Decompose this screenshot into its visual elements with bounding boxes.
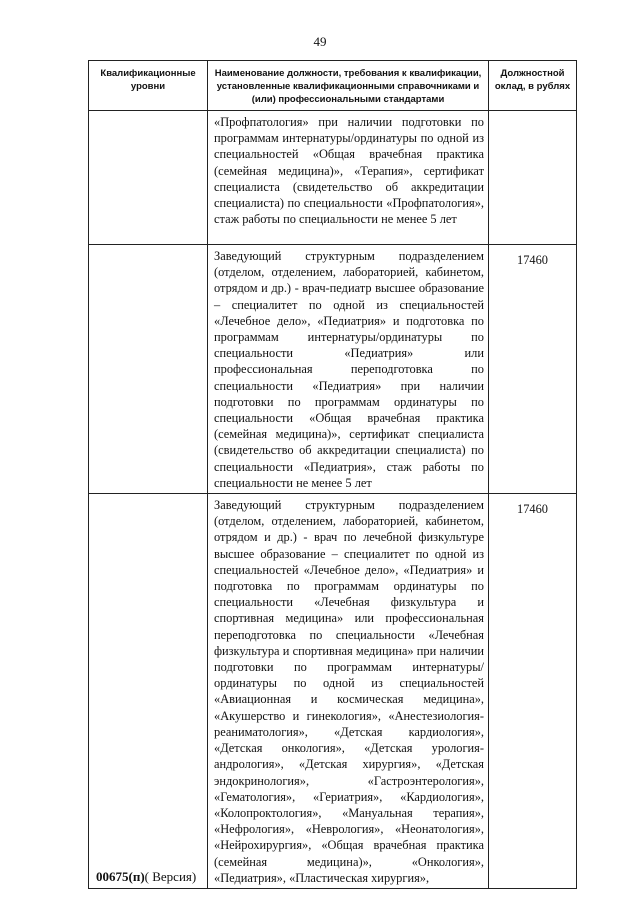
row-requirements-cell: [208, 111, 489, 245]
table-row: [89, 111, 577, 245]
row-requirements-text: Заведующий структурным подразделением (отделом, отделением, лабораторией, кабинетом, отрядом и др.) - врач-педиатр высшее образование – специалитет по одной из специальностей «Лечебное дело», «Педиатрия» и подготовка по программам интернатуры/ординатуры по специальности «Педиатрия» или профессиональная переподготовка по специальности «Педиатрия» при наличии подготовки по программам ординатуры по специальности «Общая врачебная практика (семейная медицина)», сертификат специалиста (свидетельство об аккредитации специалиста) по специальности «Педиатрия», стаж работы по специальности не менее 5 лет: [214, 249, 484, 490]
row-level-cell: [89, 494, 208, 889]
row-salary-value: 17460: [517, 253, 548, 267]
row-requirements-cell: [208, 245, 489, 494]
row-salary-value: [489, 111, 576, 119]
header-salary: Должностной оклад, в рублях: [489, 61, 577, 111]
document-code: 00675(п): [96, 869, 145, 884]
table-row: [89, 494, 577, 889]
document-version: ( Версия): [144, 869, 197, 884]
row-salary-cell: [489, 494, 577, 889]
page-number: 49: [313, 34, 327, 49]
row-salary-value: 17460: [517, 502, 548, 517]
document-footer: [96, 869, 196, 885]
row-level-cell: [89, 245, 208, 494]
header-position-requirements: Наименование должности, требования к квалификации, установленные квалификационными справочниками и (или) профессиональными стандартами: [208, 61, 489, 111]
qualification-table: [88, 60, 577, 889]
row-salary-cell: [489, 111, 577, 245]
header-qualification-levels: Квалификационные уровни: [89, 61, 208, 111]
row-level-cell: [89, 111, 208, 245]
row-requirements-text: Заведующий структурным подразделением (отделом, отделением, лабораторией, кабинетом, отрядом и др.) - врач по лечебной физкультуре высшее образование – специалитет по одной из специальностей «Лечебное дело», «Педиатрия» и подготовка по программам ординатуры по специальности «Лечебная физкультура и спортивная медицина» или профессиональная переподготовка по специальности «Лечебная физкультура и спортивная медицина» при наличии подготовки по программам интернатуры/ординатуры по одной из специальностей «Авиационная и космическая медицина», «Акушерство и гинекология», «Анестезиология-реаниматология», «Детская кардиология», «Детская онкология», «Детская урология-андрология», «Детская хирургия», «Детская эндокринология», «Гастроэнтерология», «Гематология», «Гериатрия», «Кардиология», «Колопроктология», «Мануальная терапия», «Нефрология», «Неврология», «Неонатология», «Нейрохирургия», «Общая врачебная практика (семейная медицина)», «Онкология», «Педиатрия», «Пластическая хирургия»,: [214, 498, 484, 885]
table-row: [89, 245, 577, 494]
row-requirements-text: «Профпатология» при наличии подготовки по программам интернатуры/ординатуры по одной из специальностей «Общая врачебная практика (семейная медицина)», «Терапия», сертификат специалиста (свидетельство об аккредитации специалиста) по специальности «Профпатология», стаж работы по специальности не менее 5 лет: [214, 115, 484, 227]
table-header-row: [89, 61, 577, 111]
row-requirements-cell: [208, 494, 489, 889]
row-salary-cell: [489, 245, 577, 494]
